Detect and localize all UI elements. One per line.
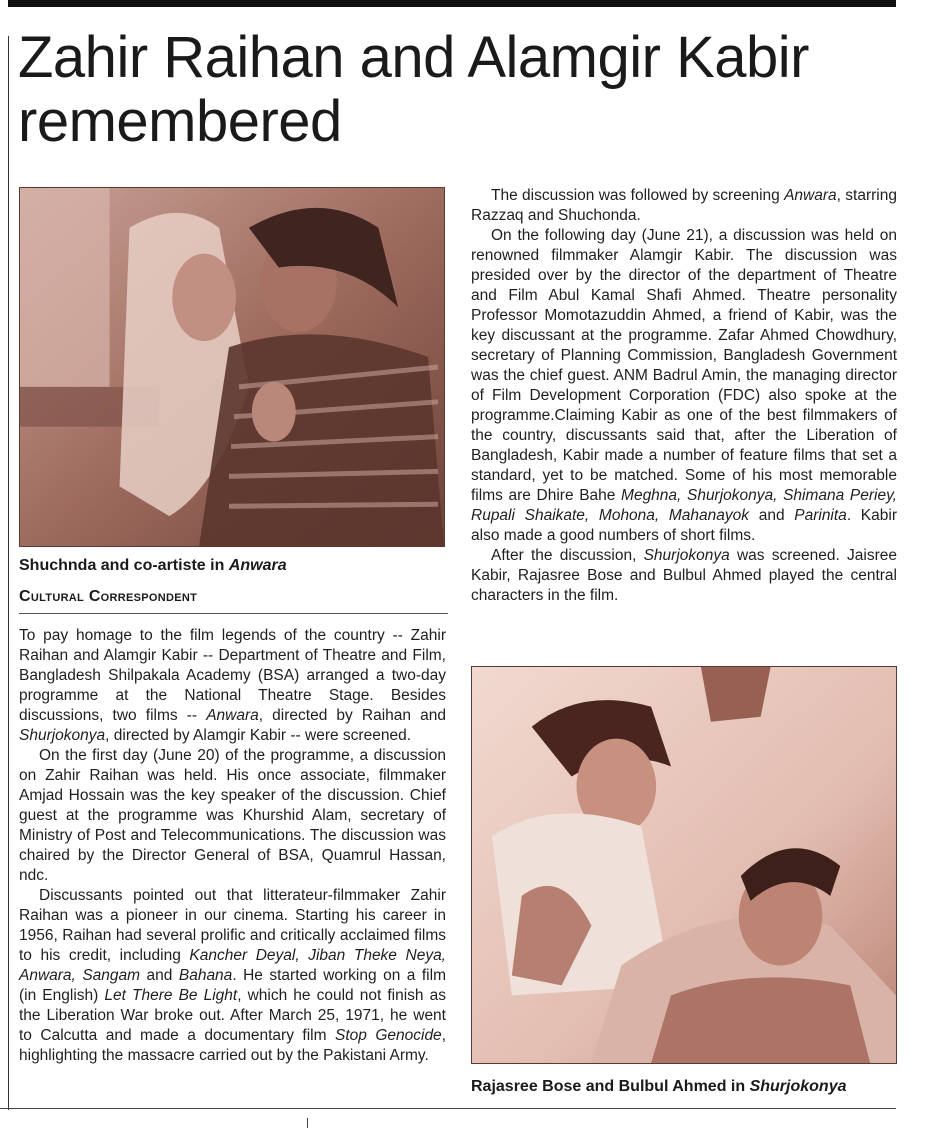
left-column-rule <box>8 36 9 1110</box>
film-title: Shurjokonya <box>19 727 106 744</box>
byline: Cultural Correspondent <box>19 588 198 605</box>
photo-anwara <box>19 187 445 547</box>
text-run: , directed by Raihan and <box>258 707 447 724</box>
paragraph-3 <box>19 886 446 1066</box>
paragraph-6 <box>471 546 897 606</box>
caption-film-title: Anwara <box>228 557 287 574</box>
film-titles: Meghna, Shurjokonya, Shimana Periey, Rupali Shaikate, Mohona, Mahanayok <box>471 487 897 524</box>
article-column-1 <box>19 626 446 1066</box>
film-title: Bahana <box>178 967 233 984</box>
byline-rule <box>19 613 448 614</box>
text-run: After the discussion, <box>491 547 644 564</box>
film-title: Anwara <box>206 707 259 724</box>
photo-shurjokonya-caption <box>471 1078 846 1096</box>
text-run: , which he could not finish as the Liberation War broke out. After March 25, 1971, he went to Calcutta and made a documentary film <box>19 987 446 1044</box>
paragraph-5 <box>471 226 897 546</box>
caption-text: Rajasree Bose and Bulbul Ahmed in <box>471 1078 750 1095</box>
text-run: , directed by Alamgir Kabir -- were screened. <box>105 727 411 744</box>
text-run: . Kabir also made a good numbers of short films. <box>471 507 897 544</box>
text-run: and <box>140 967 179 984</box>
caption-text: Shuchnda and co-artiste in <box>19 557 229 574</box>
text-run: , starring Razzaq and Shuchonda. <box>471 187 897 224</box>
headline: Zahir Raihan and Alamgir Kabir remembered <box>18 25 809 154</box>
film-title: Stop Genocide <box>334 1027 442 1044</box>
caption-film-title: Shurjokonya <box>749 1078 847 1095</box>
text-run: The discussion was followed by screening <box>491 187 785 204</box>
text-run: , highlighting the massacre carried out by the Pakistani Army. <box>19 1027 446 1064</box>
top-rule <box>8 0 896 7</box>
film-title: Let There Be Light <box>104 987 238 1004</box>
text-run: . He started working on a film (in English) <box>19 967 446 1004</box>
bottom-rule <box>0 1108 896 1109</box>
paragraph-2: On the first day (June 20) of the programme, a discussion on Zahir Raihan was held. His once associate, filmmaker Amjad Hossain was the key speaker of the discussion. Chief guest at the programme was Khurshid Alam, secretary of Ministry of Post and Telecommunications. The discussion was chaired by the Director General of BSA, Quamrul Hassan, ndc. <box>19 747 446 884</box>
article-column-2 <box>471 186 897 606</box>
photo-shurjokonya <box>471 666 897 1064</box>
photo-shurjokonya-image <box>472 667 896 1063</box>
photo-anwara-image <box>20 188 444 546</box>
text-run: Discussants pointed out that litterateur-filmmaker Zahir Raihan was a pioneer in our cinema. Starting his career in 1956, Raihan had several prolific and critically acclaimed films to his credit, including <box>19 887 446 964</box>
text-run: was screened. Jaisree Kabir, Rajasree Bose and Bulbul Ahmed played the central characters in the film. <box>471 547 897 604</box>
paragraph-1 <box>19 626 446 746</box>
paragraph-4 <box>471 186 897 226</box>
photo-anwara-caption <box>19 557 287 575</box>
film-title: Shurjokonya <box>643 547 730 564</box>
text-run: On the following day (June 21), a discussion was held on renowned filmmaker Alamgir Kabir. The discussion was presided over by the director of the department of Theatre and Film Abul Kamal Shafi Ahmed. Theatre personality Professor Momotazuddin Ahmed, a friend of Kabir, was the key discussant at the programme. Zafar Ahmed Chowdhury, secretary of Planning Commission, Bangladesh Government was the chief guest. ANM Badrul Amin, the managing director of Film Development Corporation (FDC) also spoke at the programme.Claiming Kabir as one of the best filmmakers of the country, discussants said that, after the Liberation of Bangladesh, Kabir made a number of feature films that set a standard, yet to be matched. Some of his most memorable films are Dhire Bahe <box>471 227 897 504</box>
text-run: To pay homage to the film legends of the country -- Zahir Raihan and Alamgir Kabir -- Department of Theatre and Film, Bangladesh Shilpakala Academy (BSA) arranged a two-day programme at the National Theatre Stage. Besides discussions, two films -- <box>19 627 446 724</box>
bottom-column-tick <box>307 1118 308 1128</box>
film-titles: Kancher Deyal, Jiban Theke Neya, Anwara, Sangam <box>19 947 446 984</box>
text-run: and <box>749 507 795 524</box>
film-title: Parinita <box>794 507 847 524</box>
film-title: Anwara <box>784 187 837 204</box>
